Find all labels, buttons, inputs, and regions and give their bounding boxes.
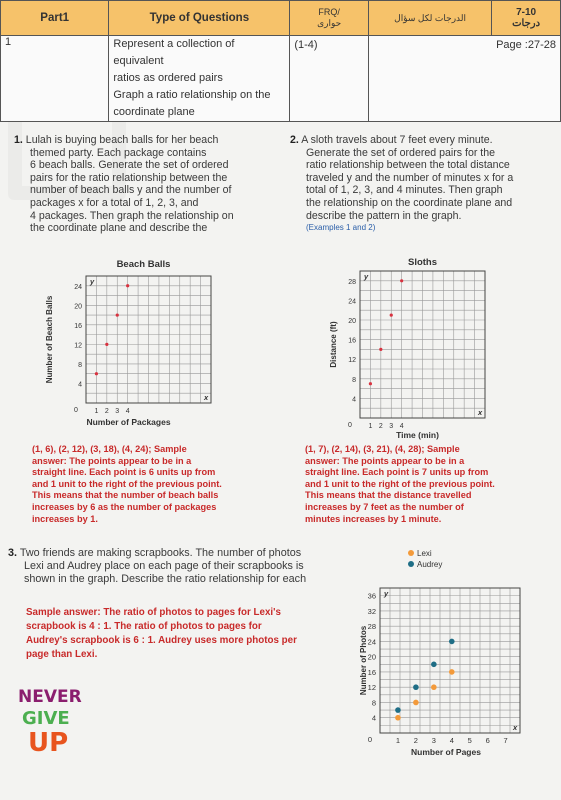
y-tick-label: 16 xyxy=(367,667,376,677)
y-tick-label: 32 xyxy=(367,606,376,616)
data-point xyxy=(395,715,401,721)
y-axis-letter: y xyxy=(90,277,95,286)
row-number: 1 xyxy=(1,36,109,122)
x-tick-label: 2 xyxy=(104,408,109,415)
x-tick-label: 3 xyxy=(431,736,436,745)
never-give-up-logo: NEVER GIVE UP xyxy=(18,687,82,758)
y-tick-label: 8 xyxy=(78,361,82,369)
scrapbook-chart xyxy=(356,545,536,760)
data-point xyxy=(379,348,382,351)
data-point xyxy=(369,382,372,385)
data-point xyxy=(413,684,419,690)
question-2: 2. A sloth travels about 7 feet every minute. Generate the set of ordered pairs for the ratio relationship between the total distance traveled y and the number of minutes x for a total of 1, 2, 3, and 4 minutes. Then graph the relationship on the coordinate plane and describe the pattern in the graph. (Examples 1 and 2) xyxy=(290,134,558,235)
x-axis-title: Time (min) xyxy=(396,430,439,440)
x-tick-label: 1 xyxy=(94,408,99,415)
answer-3: Sample answer: The ratio of photos to pages for Lexi's scrapbook is 4 : 1. The ratio of photos to pages for Audrey's scrapbook is 6 : 1. Audrey uses more photos per page than Lexi. xyxy=(26,607,297,660)
y-tick-label: 16 xyxy=(348,337,356,345)
data-point xyxy=(431,684,437,690)
y-axis-title: Number of Photos xyxy=(359,625,368,696)
legend-marker xyxy=(408,561,414,567)
y-tick-label: 20 xyxy=(74,303,82,311)
grades-total-cell: 7-10 درجات xyxy=(492,1,561,36)
examples-reference: (Examples 1 and 2) xyxy=(306,223,376,233)
x-tick-label: 4 xyxy=(449,736,454,745)
y-tick-label: 28 xyxy=(367,622,376,632)
legend-label: Audrey xyxy=(417,560,443,569)
origin-label: 0 xyxy=(74,407,78,414)
question-3: 3. Two friends are making scrapbooks. The number of photos Lexi and Audrey place on each page of their scrapbooks is shown in the graph. Describe the ratio relationship for each xyxy=(8,547,307,585)
y-tick-label: 24 xyxy=(74,283,82,291)
data-point xyxy=(400,279,403,282)
answer-1: (1, 6), (2, 12), (3, 18), (4, 24); Sample answer: The points appear to be in a straight line. Each point is 6 units up from and 1 unit to the right of the previous point. This means that the number of beach balls increases by 6 as the number of packages increases by 1. xyxy=(32,444,222,524)
origin-label: 0 xyxy=(348,422,352,429)
y-tick-label: 4 xyxy=(352,396,356,404)
data-point xyxy=(390,314,393,317)
data-point xyxy=(431,662,437,668)
row-range: (1-4) xyxy=(290,36,369,122)
y-axis-letter: y xyxy=(364,272,369,281)
x-axis-title: Number of Pages xyxy=(411,747,481,757)
y-tick-label: 20 xyxy=(367,652,376,662)
row-description: Represent a collection of equivalent ratios as ordered pairs Graph a ratio relationship on the coordinate plane xyxy=(109,36,290,122)
y-tick-label: 24 xyxy=(348,298,356,306)
y-tick-label: 8 xyxy=(352,376,356,384)
y-axis-letter: y xyxy=(384,589,389,598)
x-tick-label: 5 xyxy=(467,736,472,745)
y-axis-title: Number of Beach Balls xyxy=(45,295,54,384)
x-tick-label: 4 xyxy=(399,423,404,430)
legend-marker xyxy=(408,550,414,556)
data-point xyxy=(95,372,98,375)
x-tick-label: 2 xyxy=(378,423,383,430)
y-tick-label: 4 xyxy=(78,381,82,389)
sloths-chart xyxy=(318,255,518,441)
data-point xyxy=(449,639,455,645)
beach-balls-chart xyxy=(40,255,270,433)
data-point xyxy=(413,700,419,706)
y-tick-label: 12 xyxy=(74,342,82,350)
data-point xyxy=(126,284,129,287)
y-tick-label: 20 xyxy=(348,318,356,325)
y-tick-label: 16 xyxy=(74,322,82,330)
data-point xyxy=(105,343,108,346)
x-tick-label: 2 xyxy=(413,736,418,745)
y-tick-label: 12 xyxy=(348,357,356,365)
y-tick-label: 12 xyxy=(367,683,376,693)
grades-per-question-cell: الدرجات لكل سؤال xyxy=(368,1,491,36)
x-tick-label: 3 xyxy=(115,408,120,415)
x-axis-letter: x xyxy=(204,393,209,402)
x-tick-label: 6 xyxy=(485,736,490,745)
legend-label: Lexi xyxy=(417,549,432,558)
question-1: 1. Lulah is buying beach balls for her beach themed party. Each package contains 6 beach balls. Generate the set of ordered pairs for the ratio relationship between the number of beach balls y and the number of packages x for a total of 1, 2, 3, and 4 packages. Then graph the relationship on the coordinate plane and describe the xyxy=(14,134,234,235)
data-point xyxy=(449,669,455,675)
row-page: Page :27-28 xyxy=(368,36,560,122)
x-axis-letter: x xyxy=(478,408,483,417)
chart-title: Beach Balls xyxy=(116,259,171,270)
y-tick-label: 24 xyxy=(367,637,376,647)
y-tick-label: 8 xyxy=(371,698,376,708)
origin-label: 0 xyxy=(367,735,373,744)
data-point xyxy=(116,313,119,316)
answer-2: (1, 7), (2, 14), (3, 21), (4, 28); Sample answer: The points appear to be in a straight line. Each point is 7 units up from and 1 unit to the right of the previous point. This means that the distance travelled increases by 7 feet as the number of minutes increases by 1 minute. xyxy=(305,444,495,524)
x-axis-title: Number of Packages xyxy=(86,417,171,427)
frq-cell: FRQ/ حوارى xyxy=(290,1,369,36)
x-tick-label: 1 xyxy=(395,736,401,745)
x-tick-label: 1 xyxy=(368,423,373,430)
x-tick-label: 3 xyxy=(389,423,394,430)
data-point xyxy=(395,707,401,713)
header-table xyxy=(0,0,561,122)
part-cell: Part1 xyxy=(1,1,109,36)
y-tick-label: 28 xyxy=(348,278,356,286)
x-tick-label: 4 xyxy=(125,408,130,415)
chart-title: Sloths xyxy=(407,257,438,268)
x-tick-label: 7 xyxy=(503,736,508,745)
type-of-questions-cell: Type of Questions xyxy=(109,1,290,36)
y-tick-label: 36 xyxy=(367,591,376,601)
y-axis-title: Distance (ft) xyxy=(329,321,338,368)
y-tick-label: 4 xyxy=(371,713,376,723)
x-axis-letter: x xyxy=(513,723,518,732)
